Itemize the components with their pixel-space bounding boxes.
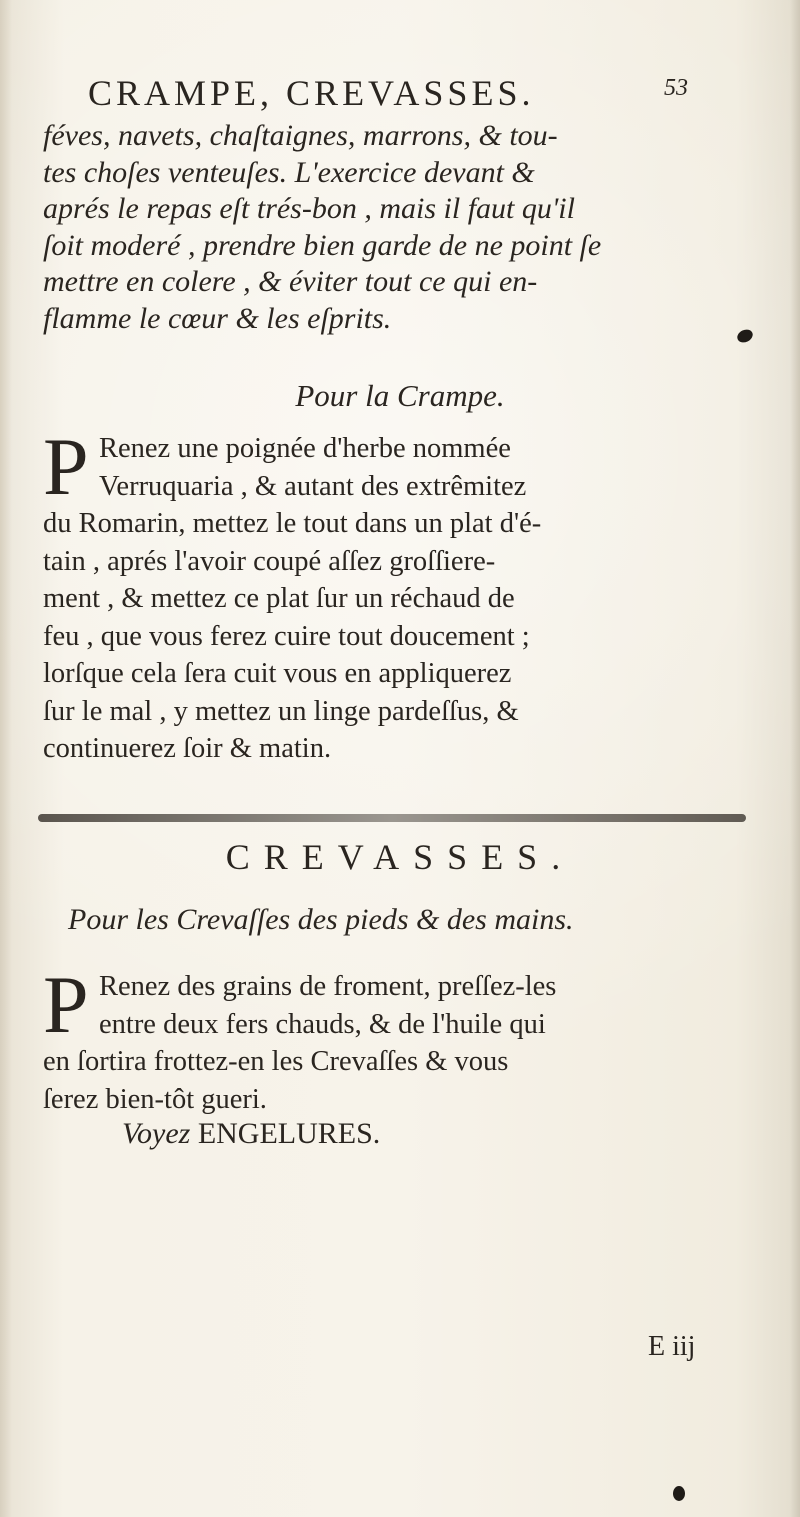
section-subtitle: Pour les Crevaſſes des pieds & des mains. <box>68 903 574 936</box>
intro-line: aprés le repas eſt trés-bon , mais il faut qu'il <box>43 192 575 225</box>
drop-cap: P <box>43 421 89 512</box>
drop-cap: P <box>43 959 89 1050</box>
paragraph-line: Renez des grains de froment, preſſez-les <box>99 971 557 1002</box>
intro-line: féves, navets, chaſtaignes, marrons, & tou- <box>43 119 558 152</box>
paragraph-line: tain , aprés l'avoir coupé aſſez groſſiere- <box>43 545 496 577</box>
paragraph-line: ſerez bien-tôt gueri. <box>43 1083 267 1115</box>
ink-spot <box>735 327 755 345</box>
cramp-paragraph <box>43 421 713 768</box>
running-head <box>88 72 688 112</box>
see-also-reference <box>122 1117 380 1151</box>
paragraph-line: en ſortira frottez-en les Crevaſſes & vous <box>43 1046 509 1077</box>
signature-mark: E iij <box>648 1331 696 1362</box>
section-divider <box>38 814 746 822</box>
paragraph-line: Verruquaria , & autant des extrêmitez <box>99 470 527 502</box>
ink-spot <box>673 1486 685 1501</box>
intro-line: flamme le cœur & les eſprits. <box>43 301 392 335</box>
intro-italic-paragraph <box>43 118 713 337</box>
paragraph-line: ſur le mal , y mettez un linge pardeſſus, & <box>43 695 519 727</box>
cramp-heading: Pour la Crampe. <box>295 378 505 413</box>
crevasses-paragraph <box>43 959 713 1118</box>
intro-line: tes choſes venteuſes. L'exercice devant & <box>43 155 535 189</box>
paragraph-line: continuerez ſoir & matin. <box>43 733 332 764</box>
page-left-shadow <box>0 0 12 1517</box>
paragraph-line: feu , que vous ferez cuire tout doucement ; <box>43 620 530 652</box>
paragraph-line: ment , & mettez ce plat ſur un réchaud de <box>43 583 515 614</box>
intro-line: ſoit moderé , prendre bien garde de ne point ſe <box>43 228 602 262</box>
intro-line: mettre en colere , & éviter tout ce qui en- <box>43 265 538 298</box>
running-title: CRAMPE, CREVASSES. <box>88 73 535 113</box>
page-right-shadow <box>790 0 800 1517</box>
paragraph-line: du Romarin, mettez le tout dans un plat d'é- <box>43 508 542 539</box>
paragraph-line: entre deux fers chauds, & de l'huile qui <box>99 1008 546 1040</box>
see-also-label: Voyez <box>122 1117 191 1150</box>
section-title: CREVASSES. <box>225 837 575 877</box>
paragraph-line: Renez une poignée d'herbe nommée <box>99 433 511 464</box>
page-number: 53 <box>664 75 688 101</box>
see-also-target: ENGELURES. <box>197 1117 381 1150</box>
paragraph-line: lorſque cela ſera cuit vous en appliquerez <box>43 658 512 689</box>
